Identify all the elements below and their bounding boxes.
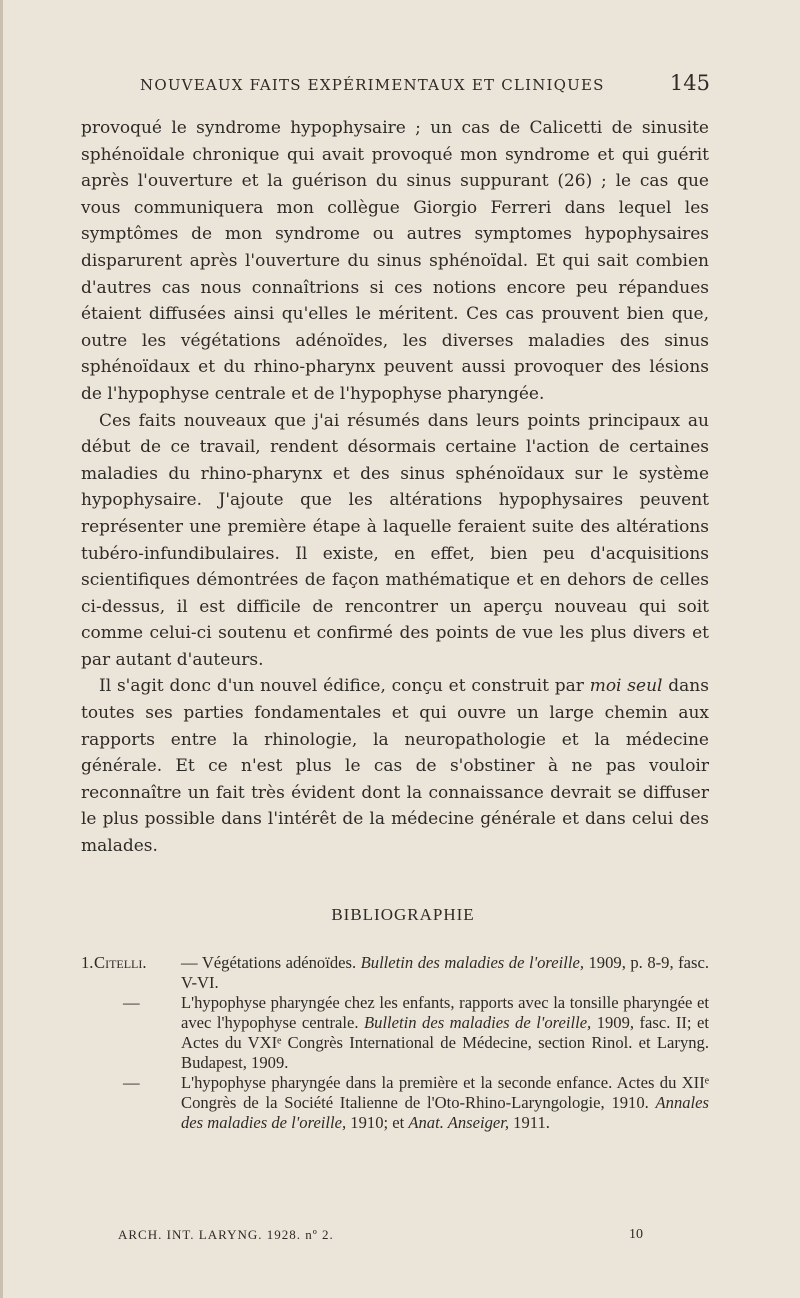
entry-details-2: 1911. [509, 1113, 550, 1132]
signature-mark: 10 [629, 1227, 643, 1242]
bibliography-entry [81, 953, 709, 993]
paragraph-3 [81, 673, 709, 859]
entry-journal: Bulletin des maladies de l'oreille, [364, 1013, 592, 1032]
body-text [81, 115, 709, 860]
entry-text: L'hypophyse pharyngée dans la première et la seconde enfance. Actes du XIIᵉ Congrès de la Société Italienne de l'Oto-Rhino-Laryngologie, 1910. [181, 1073, 709, 1112]
entry-journal: Annales des maladies de l'oreille, [181, 1093, 709, 1132]
paragraph-2: Ces faits nouveaux que j'ai résumés dans leurs points principaux au début de ce travail, rendent désormais certaine l'action de certaines maladies du rhino-pharynx et des sinus sphénoïdaux sur le système hypophysaire. J'ajoute que les altérations hypophysaires peuvent représenter une première étape à laquelle feraient suite des altérations tubéro-infundibulaires. Il existe, en effet, bien peu d'acquisitions scientifiques démontrées de façon mathématique et en dehors de celles ci-dessus, il est difficile de rencontrer un aperçu nouveau qui soit comme celui-ci soutenu et confirmé des points de vue les plus divers et par autant d'auteurs. [81, 410, 709, 670]
paragraph-3-italic: moi seul [589, 676, 663, 697]
paragraph-1: provoqué le syndrome hypophysaire ; un cas de Calicetti de sinusite sphénoïdale chronique qui avait provoqué mon syndrome et qui guérit après l'ouverture et la guérison du sinus suppurant (26) ; le cas que vous communiquera mon collègue Giorgio Ferreri dans lequel les symptômes de mon syndrome ou autres symptomes hypophysaires disparurent après l'ouverture du sinus sphénoïdal. Et qui sait combien d'autres cas nous connaîtrions si ces notions encore peu répandues étaient diffusées ainsi qu'elles le méritent. Ces cas prouvent bien que, outre les végétations adénoïdes, les diverses maladies des sinus sphénoïdaux et du rhino-pharynx peuvent aussi provoquer des lésions de l'hypophyse centrale et de l'hypophyse pharyngée. [81, 118, 709, 404]
running-title: NOUVEAUX FAITS EXPÉRIMENTAUX ET CLINIQUES [140, 76, 605, 94]
bibliography-title: BIBLIOGRAPHIE [331, 905, 475, 924]
entry-dash: — [123, 1073, 140, 1092]
entry-number: 1. [81, 953, 94, 972]
page-number: 145 [669, 71, 710, 95]
entry-details: 1909, p. 8-9, fasc. V-VI. [181, 953, 709, 992]
entry-author: Citelli. [94, 953, 147, 972]
entry-details: 1910; et [346, 1113, 409, 1132]
paragraph-3-start: Il s'agit donc d'un nouvel édifice, conçu et construit par [99, 676, 590, 697]
paragraph-3-end: dans toutes ses parties fondamentales et qui ouvre un large chemin aux rapports entre la rhinologie, la neuropathologie et la médecine générale. Et ce n'est plus le cas de s'obstiner à ne pas vouloir reconnaître un fait très évident dont la connaissance devrait se diffuser le plus possible dans l'intérêt de la médecine générale et dans celui des malades. [81, 676, 709, 857]
entry-journal: Bulletin des maladies de l'oreille, [360, 953, 584, 972]
bibliography [81, 953, 709, 1133]
entry-text: L'hypophyse pharyngée chez les enfants, rapports avec la tonsille pharyngée et avec l'hypophyse centrale. [181, 993, 709, 1032]
footer [118, 1227, 643, 1243]
entry-text: — Végétations adénoïdes. [181, 953, 361, 972]
bibliography-entry [81, 1073, 709, 1133]
entry-details: 1909, fasc. II; et Actes du VXIᵉ Congrès International de Médecine, section Rinol. et Laryng. Budapest, 1909. [181, 1013, 710, 1072]
entry-journal-2: Anat. Anseiger, [408, 1113, 510, 1132]
bibliography-entry [81, 993, 709, 1073]
journal-reference: ARCH. INT. LARYNG. 1928. nº 2. [118, 1227, 334, 1242]
running-head [140, 71, 710, 95]
entry-dash: — [123, 993, 140, 1012]
